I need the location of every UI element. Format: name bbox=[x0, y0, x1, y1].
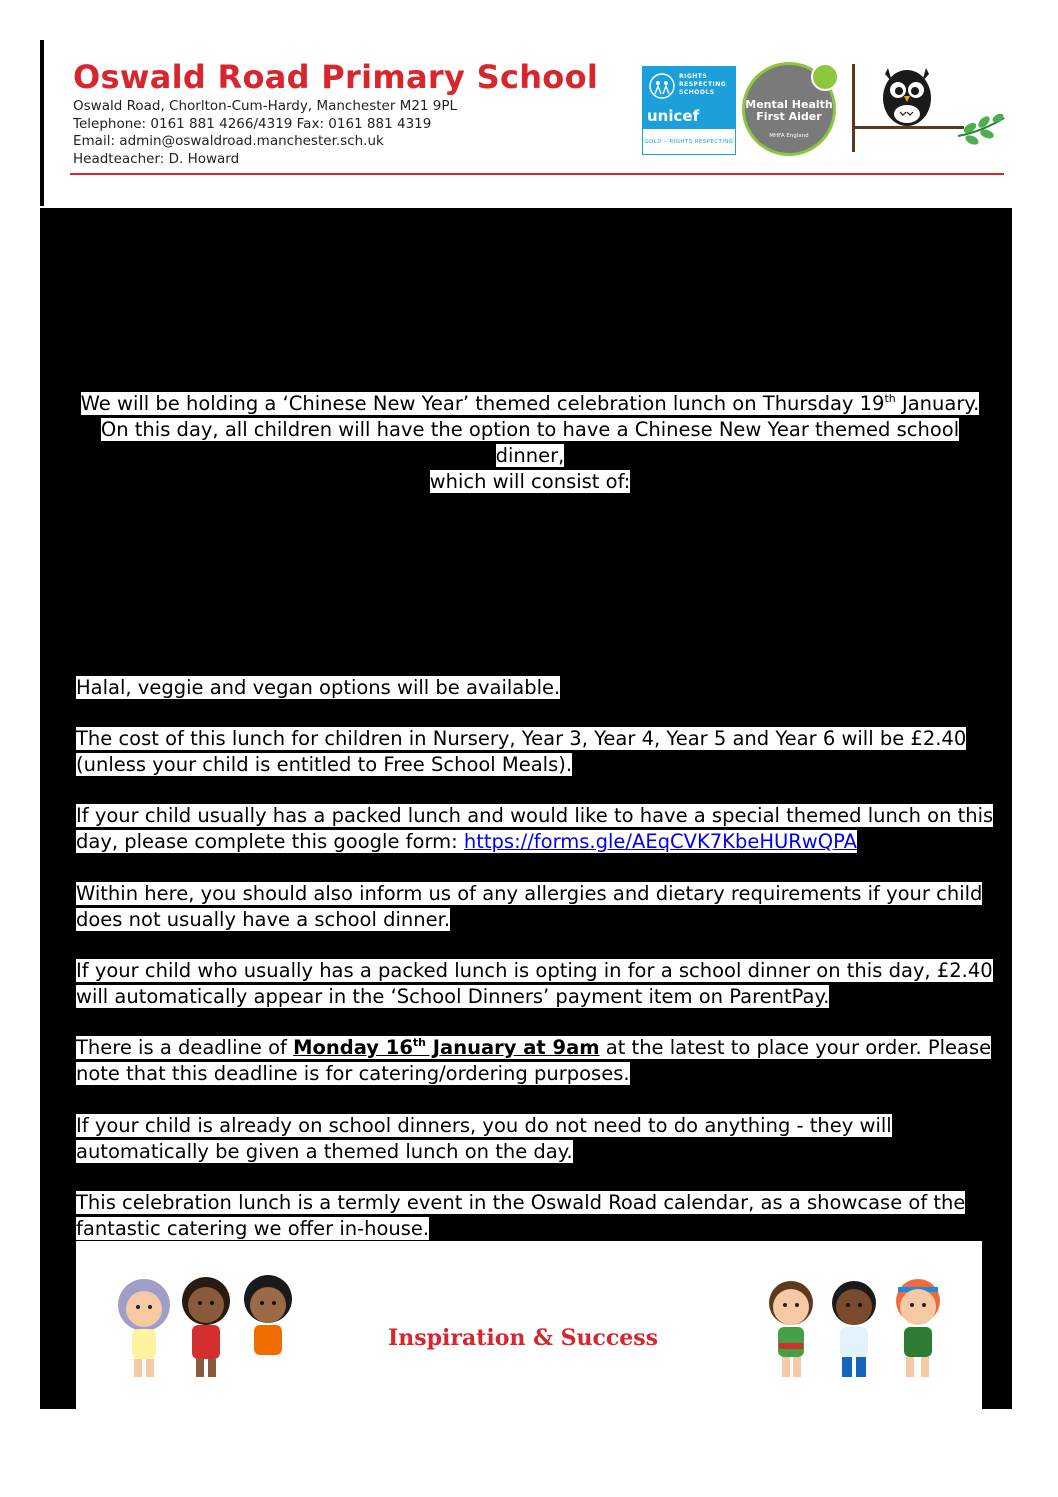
email: Email: admin@oswaldroad.manchester.sch.uk bbox=[73, 133, 384, 149]
school-motto: Inspiration & Success bbox=[388, 1325, 659, 1351]
address: Oswald Road, Chorlton-Cum-Hardy, Manchester M21 9PL bbox=[73, 98, 458, 114]
school-name: Oswald Road Primary School bbox=[73, 58, 599, 96]
left-margin-rule bbox=[40, 40, 44, 206]
school-dinners-paragraph: If your child is already on school dinners, you do not need to do anything - they will automatically be given a themed lunch on the day. bbox=[76, 1114, 892, 1163]
rrs-award-level: GOLD – RIGHTS RESPECTING bbox=[644, 139, 734, 145]
google-form-link[interactable]: https://forms.gle/AEqCVK7KbeHURwQPA bbox=[463, 830, 857, 853]
mental-health-first-aider-logo: Mental Health First Aider MHFA England bbox=[742, 62, 836, 156]
leaf-icon bbox=[811, 63, 839, 91]
children-illustration-left-icon bbox=[96, 1267, 316, 1387]
deadline-date: Monday 16th January at 9am bbox=[293, 1036, 600, 1059]
rights-respecting-schools-logo: RIGHTS RESPECTING SCHOOLS unicef GOLD – RIGHTS RESPECTING bbox=[642, 66, 736, 155]
dietary-options-paragraph: Halal, veggie and vegan options will be available. bbox=[76, 676, 561, 699]
children-illustration-right-icon bbox=[746, 1269, 966, 1389]
unicef-wordmark: unicef bbox=[647, 107, 700, 125]
headteacher: Headteacher: D. Howard bbox=[73, 150, 240, 167]
packed-lunch-paragraph: If your child usually has a packed lunch and would like to have a special themed lunch on this day, please complete this google form: https://forms.gle/AEqCVK7KbeHURwQPA bbox=[76, 804, 994, 853]
payment-paragraph: If your child who usually has a packed lunch is opting in for a school dinner on this day, £2.40 will automatically appear in the ‘School Dinners’ payment item on ParentPay. bbox=[76, 959, 993, 1008]
leaves-icon bbox=[956, 110, 1006, 146]
allergies-paragraph: Within here, you should also inform us of any allergies and dietary requirements if your child does not usually have a school dinner. bbox=[76, 882, 983, 931]
telephone: Telephone: 0161 881 4266/4319 Fax: 0161 881 4319 bbox=[73, 115, 432, 132]
termly-event-paragraph: This celebration lunch is a termly event in the Oswald Road calendar, as a showcase of the fantastic catering we offer in-house. bbox=[76, 1191, 966, 1240]
children-emblem-icon bbox=[648, 72, 676, 100]
header-divider bbox=[70, 173, 1004, 175]
deadline-paragraph: There is a deadline of Monday 16th January at 9am at the latest to place your order. Please note that this deadline is for catering/ordering purposes. bbox=[76, 1036, 992, 1085]
cost-paragraph: The cost of this lunch for children in Nursery, Year 3, Year 4, Year 5 and Year 6 will be £2.40 (unless your child is entitled to Free School Meals). bbox=[76, 727, 967, 776]
owl-branch-logo bbox=[852, 64, 1008, 154]
intro-paragraph: We will be holding a ‘Chinese New Year’ themed celebration lunch on Thursday 19th January. On this day, all children will have the option to have a Chinese New Year themed school dinner, which will consist of: bbox=[80, 392, 980, 493]
contact-block bbox=[73, 98, 457, 168]
